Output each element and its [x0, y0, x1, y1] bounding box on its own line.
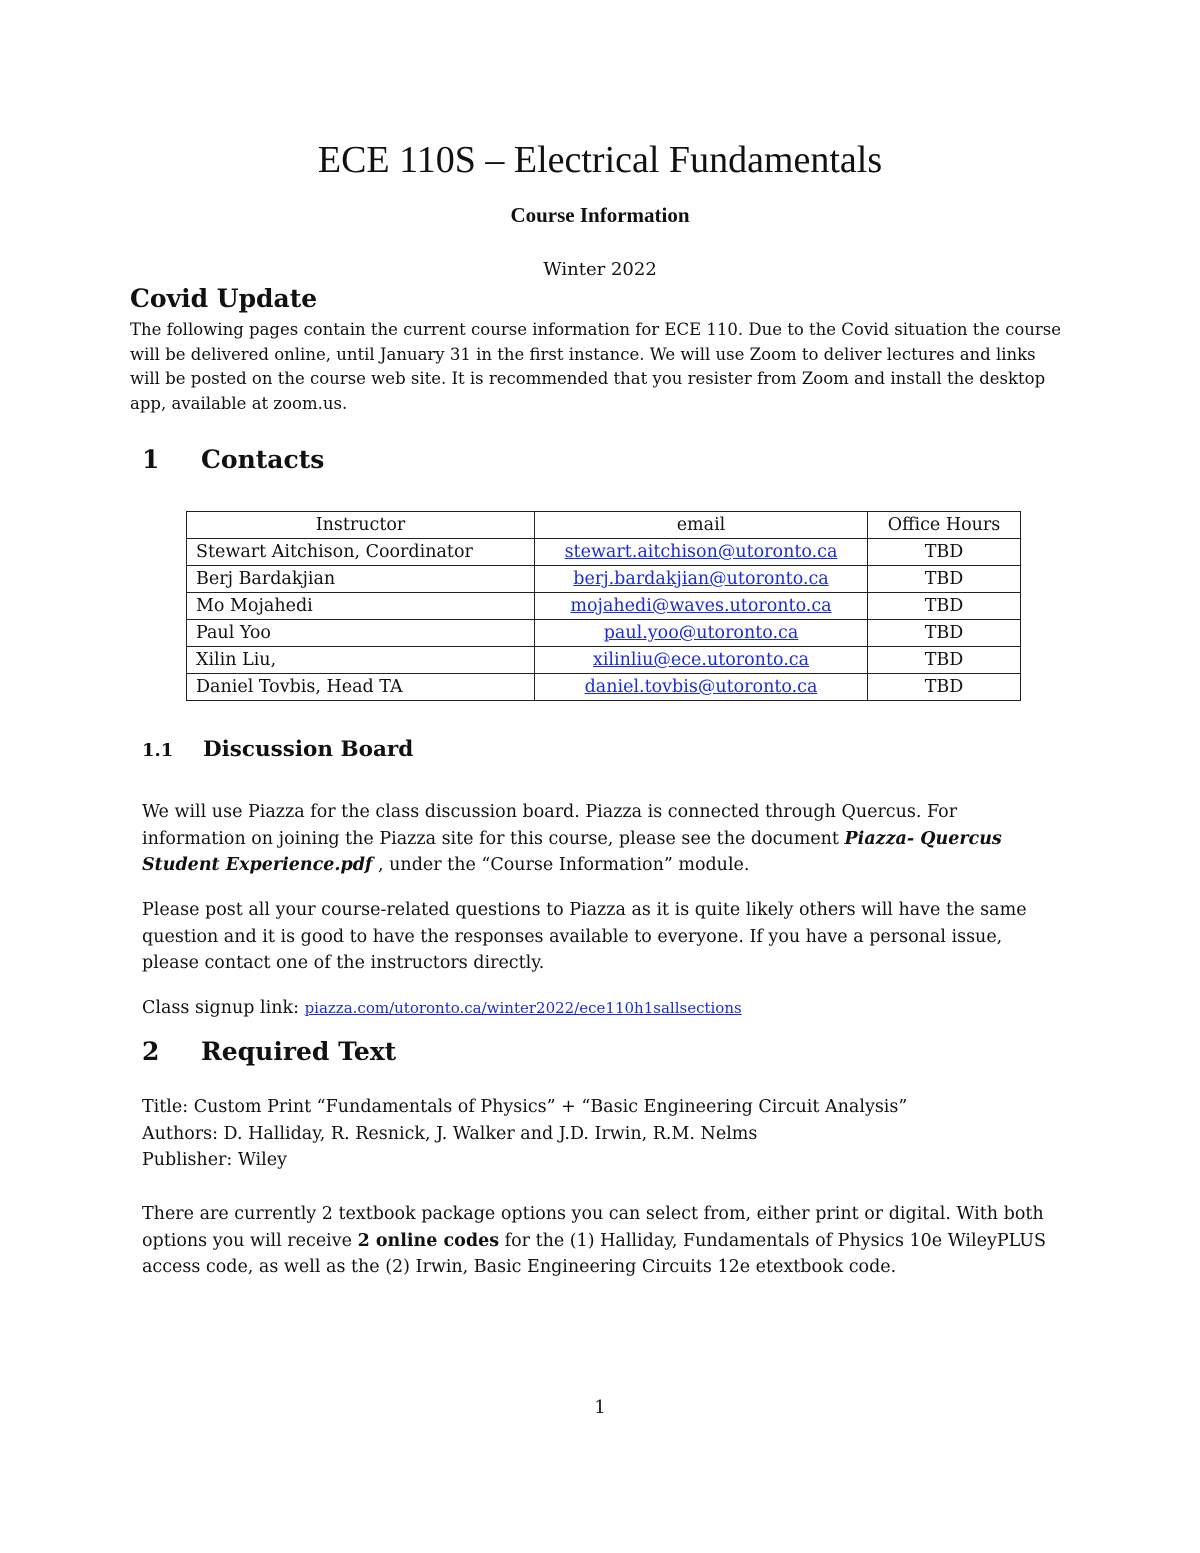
document-subtitle: Course Information — [510, 203, 690, 227]
document-reference: Piazza- Quercus Student Experience.pdf — [142, 828, 1002, 875]
textbook-details — [142, 1094, 1062, 1174]
covid-paragraph: The following pages contain the current course information for ECE 110. Due to the Covid situation the course will be delivered online, until January 31 in the first instance. We will use Zoom to deliver lectures and links will be posted on the course web site. It is recommended that you resister from Zoom and install the desktop app, available at zoom.us. — [130, 320, 1061, 413]
signup-line — [142, 995, 1062, 1022]
table-row — [187, 674, 1021, 701]
options-text: for the (1) Halliday, Fundamentals of Physics 10e WileyPLUS access code, as well as the (2) Irwin, Basic Engineering Circuits 12e etextbook code. — [142, 1230, 1047, 1277]
table-row — [187, 566, 1021, 593]
section-number: 2 — [142, 1037, 160, 1066]
options-text: There are currently 2 textbook package options you can select from, either print or digital. With both options you will receive — [142, 1204, 1044, 1251]
email-cell — [535, 647, 868, 674]
document-term: Winter 2022 — [543, 259, 657, 280]
page-number: 1 — [594, 1397, 606, 1418]
email-link[interactable]: xilinliu@ece.utoronto.ca — [592, 650, 810, 670]
office-hours: TBD — [868, 647, 1021, 674]
piazza-signup-link[interactable]: piazza.com/utoronto.ca/winter2022/ece110h1sallsections — [304, 999, 742, 1017]
instructor-name: Mo Mojahedi — [187, 593, 535, 620]
table-row — [187, 539, 1021, 566]
instructor-name: Paul Yoo — [187, 620, 535, 647]
instructor-name: Stewart Aitchison, Coordinator — [187, 539, 535, 566]
textbook-options-paragraph — [142, 1201, 1062, 1281]
instructor-name: Daniel Tovbis, Head TA — [187, 674, 535, 701]
instructor-name: Berj Bardakjian — [187, 566, 535, 593]
contacts-heading — [142, 445, 324, 474]
office-hours: TBD — [868, 620, 1021, 647]
section-title: Required Text — [201, 1037, 397, 1066]
column-header-email: email — [535, 512, 868, 539]
email-link[interactable]: daniel.tovbis@utoronto.ca — [584, 677, 818, 697]
document-title: ECE 110S – Electrical Fundamentals — [317, 139, 883, 181]
discussion-heading — [142, 737, 413, 762]
column-header-office-hours: Office Hours — [868, 512, 1021, 539]
email-link[interactable]: stewart.aitchison@utoronto.ca — [564, 542, 838, 562]
contacts-table — [186, 511, 1021, 701]
office-hours: TBD — [868, 593, 1021, 620]
email-link[interactable]: berj.bardakjian@utoronto.ca — [573, 569, 829, 589]
signup-label: Class signup link: — [142, 998, 305, 1018]
subsection-number: 1.1 — [142, 740, 174, 761]
email-cell — [535, 620, 868, 647]
email-link[interactable]: paul.yoo@utoronto.ca — [603, 623, 799, 643]
column-header-instructor: Instructor — [187, 512, 535, 539]
discussion-paragraph-2: Please post all your course-related questions to Piazza as it is quite likely others will have the same question and it is good to have the responses available to everyone. If you have a personal issue, please contact one of the instructors directly. — [142, 900, 1027, 973]
office-hours: TBD — [868, 539, 1021, 566]
section-title: Contacts — [201, 445, 325, 474]
covid-heading: Covid Update — [130, 284, 318, 313]
discussion-text: We will use Piazza for the class discussion board. Piazza is connected through Quercus. For information on joining the Piazza site for this course, please see the document — [142, 802, 958, 849]
email-cell — [535, 674, 868, 701]
email-cell — [535, 539, 868, 566]
required-text-heading — [142, 1037, 396, 1066]
subsection-title: Discussion Board — [203, 737, 414, 762]
textbook-authors: Authors: D. Halliday, R. Resnick, J. Walker and J.D. Irwin, R.M. Nelms — [142, 1123, 758, 1144]
table-row — [187, 620, 1021, 647]
section-number: 1 — [142, 445, 160, 474]
email-cell — [535, 566, 868, 593]
table-row — [187, 593, 1021, 620]
discussion-text: , under the “Course Information” module. — [372, 855, 750, 875]
office-hours: TBD — [868, 674, 1021, 701]
table-header-row — [187, 512, 1021, 539]
online-codes-emphasis: 2 online codes — [357, 1230, 500, 1251]
table-row — [187, 647, 1021, 674]
email-link[interactable]: mojahedi@waves.utoronto.ca — [570, 596, 832, 616]
textbook-publisher: Publisher: Wiley — [142, 1150, 287, 1170]
instructor-name: Xilin Liu, — [187, 647, 535, 674]
discussion-paragraph-1 — [142, 799, 1062, 879]
textbook-title: Title: Custom Print “Fundamentals of Physics” + “Basic Engineering Circuit Analysis” — [142, 1097, 908, 1117]
office-hours: TBD — [868, 566, 1021, 593]
email-cell — [535, 593, 868, 620]
